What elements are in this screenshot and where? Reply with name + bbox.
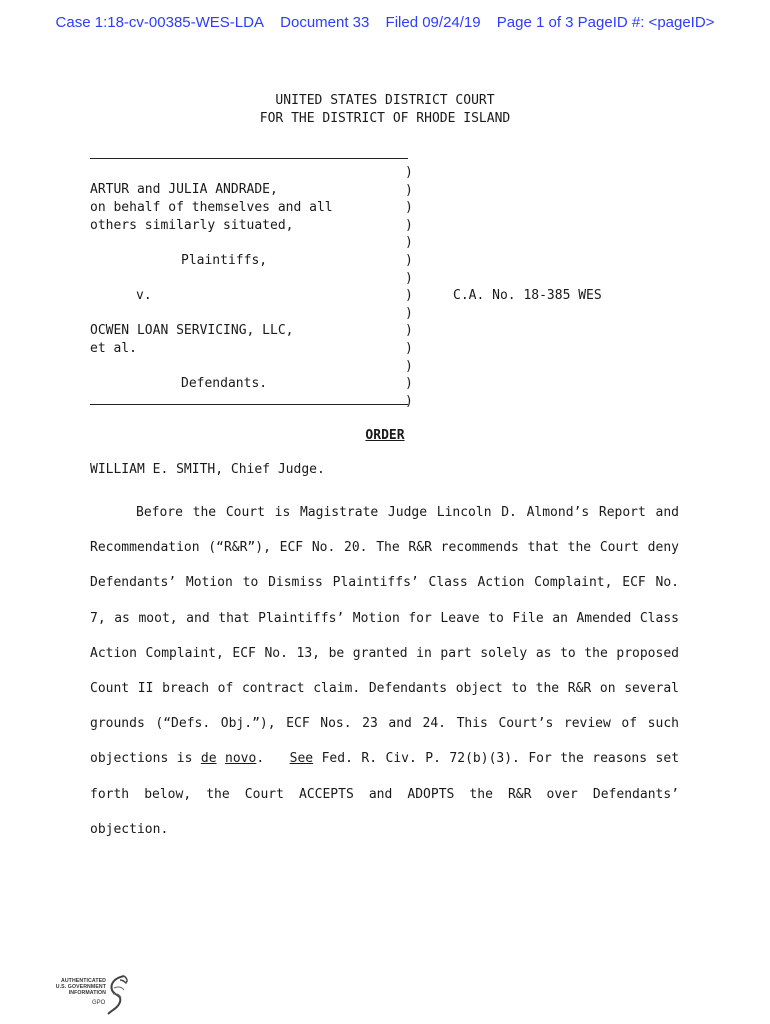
plaintiffs-name: ARTUR and JULIA ANDRADE, xyxy=(90,182,278,197)
defendant-et-al: et al. xyxy=(90,341,137,356)
plaintiffs-description-1: on behalf of themselves and all xyxy=(90,200,333,215)
gpo-mark-text: GPO xyxy=(92,1000,106,1006)
de-novo-word-2: novo xyxy=(225,751,257,767)
gpo-authentication-text: AUTHENTICATED U.S. GOVERNMENT INFORMATION xyxy=(55,978,106,996)
de-novo-word-1: de xyxy=(200,751,217,767)
defendant-name: OCWEN LOAN SERVICING, LLC, xyxy=(90,323,294,338)
judge-name: WILLIAM E. SMITH, Chief Judge. xyxy=(90,462,325,477)
defendants-label: Defendants. xyxy=(181,376,268,391)
plaintiffs-description-2: others similarly situated, xyxy=(90,218,294,233)
versus-label: v. xyxy=(136,288,152,303)
filed-date: Filed 09/24/19 xyxy=(385,14,481,31)
court-district: FOR THE DISTRICT OF RHODE ISLAND xyxy=(259,111,511,126)
eagle-icon xyxy=(104,974,130,1016)
order-title: ORDER xyxy=(365,428,405,443)
gpo-authentication-logo xyxy=(44,972,134,1018)
document-header xyxy=(0,14,770,31)
document-number: Document 33 xyxy=(280,14,370,31)
see-signal: See xyxy=(289,751,314,767)
civil-action-number: C.A. No. 18-385 WES xyxy=(453,288,602,303)
order-body xyxy=(90,495,679,847)
court-name: UNITED STATES DISTRICT COURT xyxy=(275,93,495,108)
page-info: Page 1 of 3 PageID #: <pageID> xyxy=(496,14,715,31)
order-paragraph: Before the Court is Magistrate Judge Lincoln D. Almond’s Report and Recommendation (“R&R”), ECF No. 20. The R&R recommends that the Court deny Defendants’ Motion to Dismiss Plaintiffs’ Class Action Complaint, ECF No. 7, as moot, and that Plaintiffs’ Motion for Leave to File an Amended Class Action Complaint, ECF No. 13, be granted in part solely as to the proposed Count II breach of contract claim. Defendants object to the R&R on several grounds (“Defs. Obj.”), ECF Nos. 23 and 24. This Court’s review of such objections is de novo. See Fed. R. Civ. P. 72(b)(3). For the reasons set forth below, the Court ACCEPTS and ADOPTS the R&R over Defendants’ objection. xyxy=(90,505,680,837)
caption-paren-column: ) ) ) ) ) ) ) ) ) ) ) ) ) ) xyxy=(405,165,413,409)
caption-bottom-rule xyxy=(90,404,408,405)
plaintiffs-label: Plaintiffs, xyxy=(181,253,268,268)
caption-top-rule xyxy=(90,158,408,159)
case-number: Case 1:18-cv-00385-WES-LDA xyxy=(55,14,264,31)
